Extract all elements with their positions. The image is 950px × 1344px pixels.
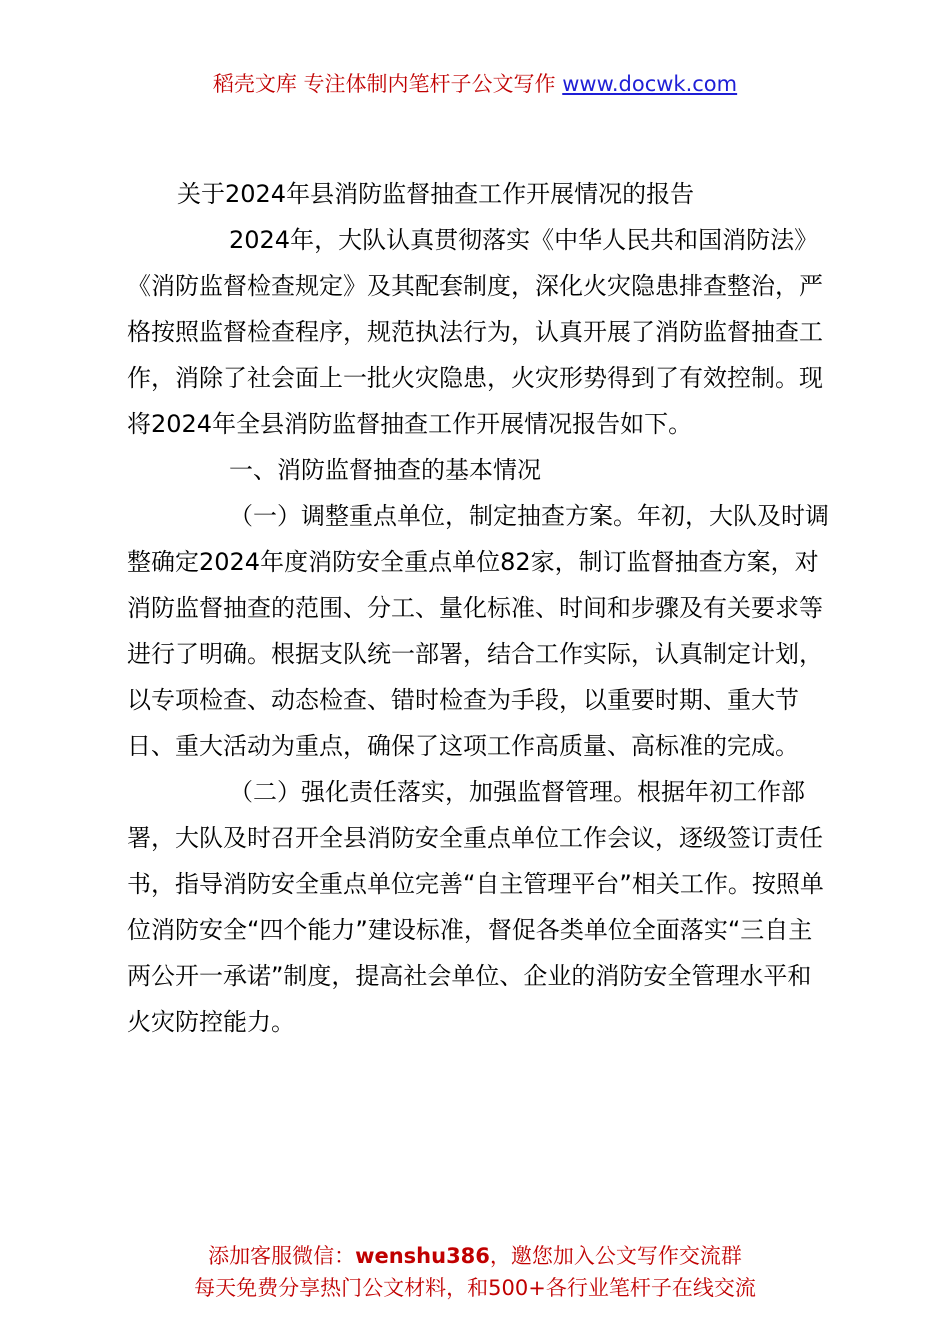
header-brand-text: 稻壳文库 专注体制内笔杆子公文写作 — [212, 72, 556, 96]
document-body — [127, 171, 832, 1045]
intro-paragraph: 2024年，大队认真贯彻落实《中华人民共和国消防法》《消防监督检查规定》及其配套制度，深化火灾隐患排查整治，严格按照监督检查程序，规范执法行为，认真开展了消防监督抽查工作，消除了社会面上一批火灾隐患，火灾形势得到了有效控制。现将2024年全县消防监督抽查工作开展情况报告如下。 — [127, 226, 823, 438]
subsection-paragraph-1: （一）调整重点单位，制定抽查方案。年初，大队及时调整确定2024年度消防安全重点单位82家，制订监督抽查方案，对消防监督抽查的范围、分工、量化标准、时间和步骤及有关要求等进行了明确。根据支队统一部署，结合工作实际，认真制定计划，以专项检查、动态检查、错时检查为手段，以重要时期、重大节日、重大活动为重点，确保了这项工作高质量、高标准的完成。 — [127, 502, 829, 760]
subsection-paragraph-2: （二）强化责任落实，加强监督管理。根据年初工作部署，大队及时召开全县消防安全重点单位工作会议，逐级签订责任书，指导消防安全重点单位完善“自主管理平台”相关工作。按照单位消防安全“四个能力”建设标准，督促各类单位全面落实“三自主两公开一承诺”制度，提高社会单位、企业的消防安全管理水平和火灾防控能力。 — [127, 778, 824, 1036]
footer-wechat-line — [0, 1240, 950, 1272]
header-website-link[interactable]: www.docwk.com — [562, 72, 738, 96]
section-heading: 一、消防监督抽查的基本情况 — [229, 456, 541, 484]
footer-wechat-suffix: ，邀您加入公文写作交流群 — [489, 1244, 742, 1268]
page-header — [0, 68, 950, 100]
footer-wechat-prefix: 添加客服微信： — [208, 1244, 356, 1268]
document-title: 关于2024年县消防监督抽查工作开展情况的报告 — [177, 180, 695, 208]
page-footer — [0, 1240, 950, 1304]
footer-share-line: 每天免费分享热门公文材料，和500+各行业笔杆子在线交流 — [194, 1276, 756, 1300]
footer-wechat-id: wenshu386 — [355, 1244, 490, 1268]
